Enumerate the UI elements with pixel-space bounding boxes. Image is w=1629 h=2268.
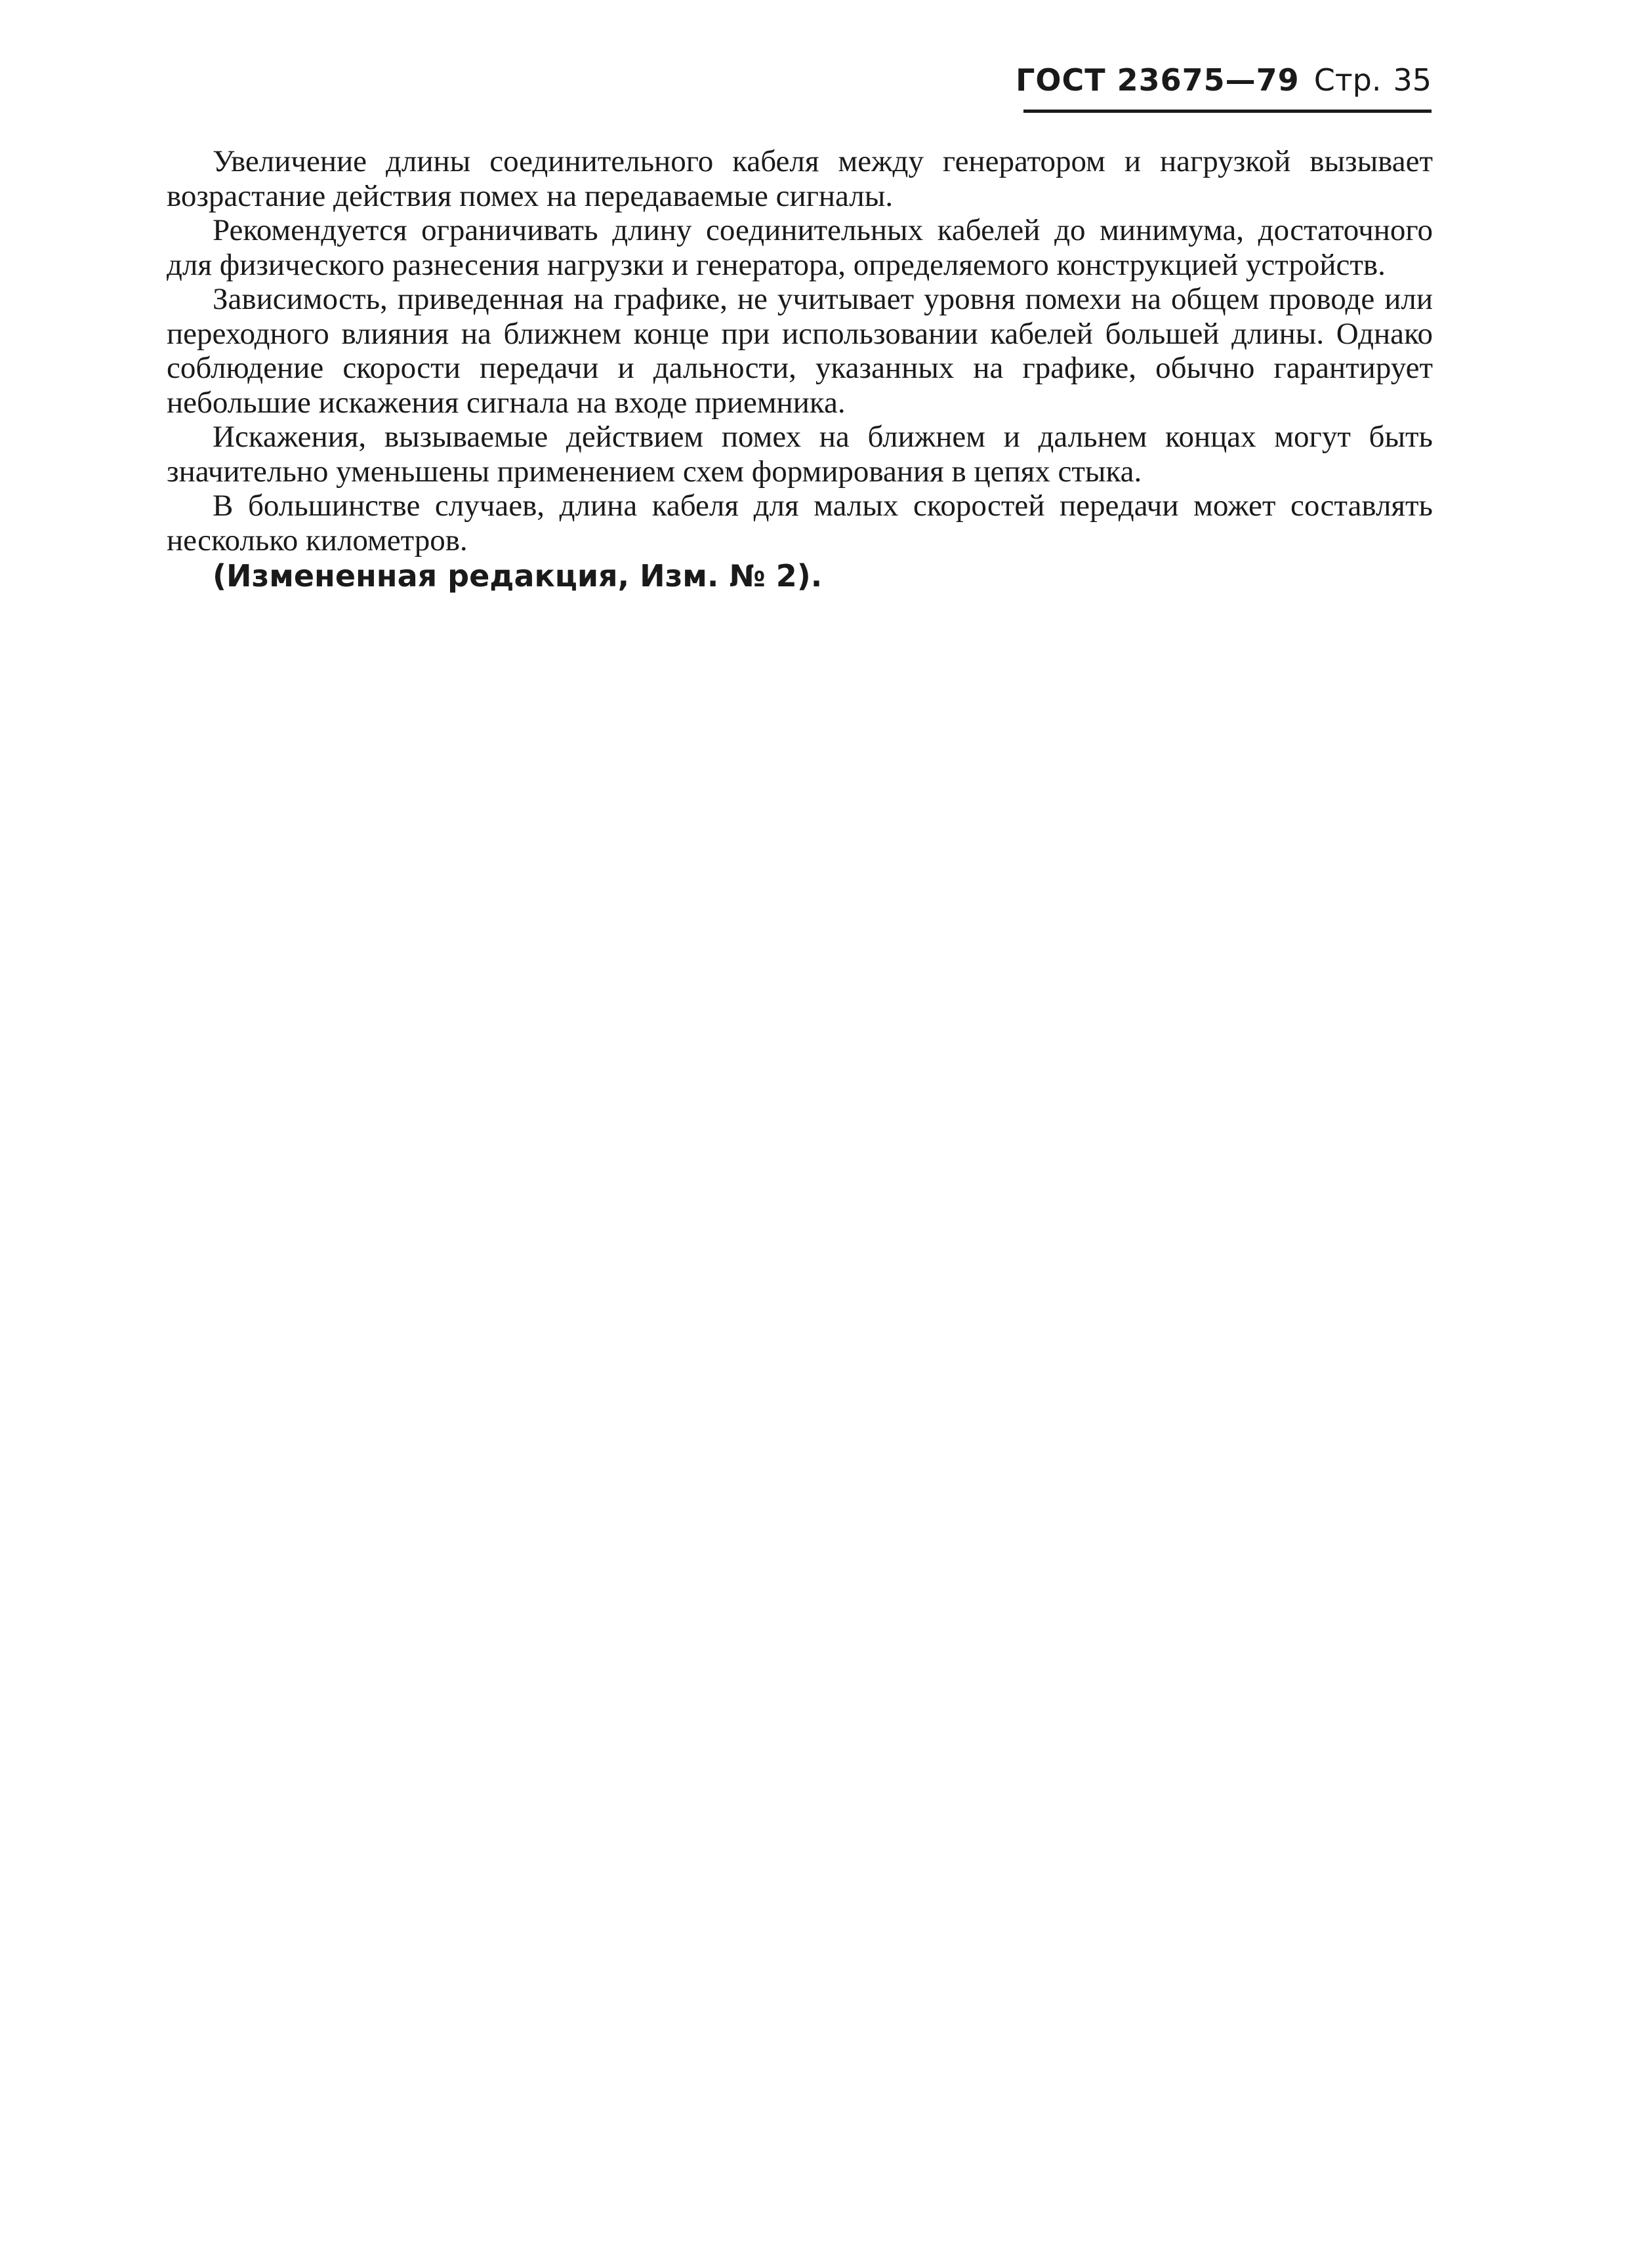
paragraph: Зависимость, приведенная на графике, не учитывает уровня помехи на общем проводе или переходного влияния на ближнем конце при использовании кабелей большей длины. Однако соблюдение скорости передачи и дальности, указанных на графике, обычно гарантирует небольшие искажения сигнала на входе приемника. [167, 282, 1433, 420]
header-line [1016, 60, 1432, 100]
header-rule [1023, 110, 1432, 113]
body-text [167, 144, 1433, 594]
document-designation: ГОСТ 23675—79 [1016, 62, 1300, 98]
paragraph: Рекомендуется ограничивать длину соединительных кабелей до минимума, достаточного для физического разнесения нагрузки и генератора, определяемого конструкцией устройств. [167, 213, 1433, 282]
page-label: Стр. [1313, 62, 1382, 98]
paragraph: Искажения, вызываемые действием помех на ближнем и дальнем концах могут быть значительно уменьшены применением схем формирования в цепях стыка. [167, 420, 1433, 489]
amendment-note: (Измененная редакция, Изм. № 2). [213, 558, 823, 594]
page-number: 35 [1393, 62, 1432, 98]
paragraph: В большинстве случаев, длина кабеля для малых скоростей передачи может составлять несколько километров. [167, 489, 1433, 557]
paragraph: Увеличение длины соединительного кабеля между генератором и нагрузкой вызывает возрастание действия помех на передаваемые сигналы. [167, 144, 1433, 213]
page-header [1016, 60, 1432, 119]
